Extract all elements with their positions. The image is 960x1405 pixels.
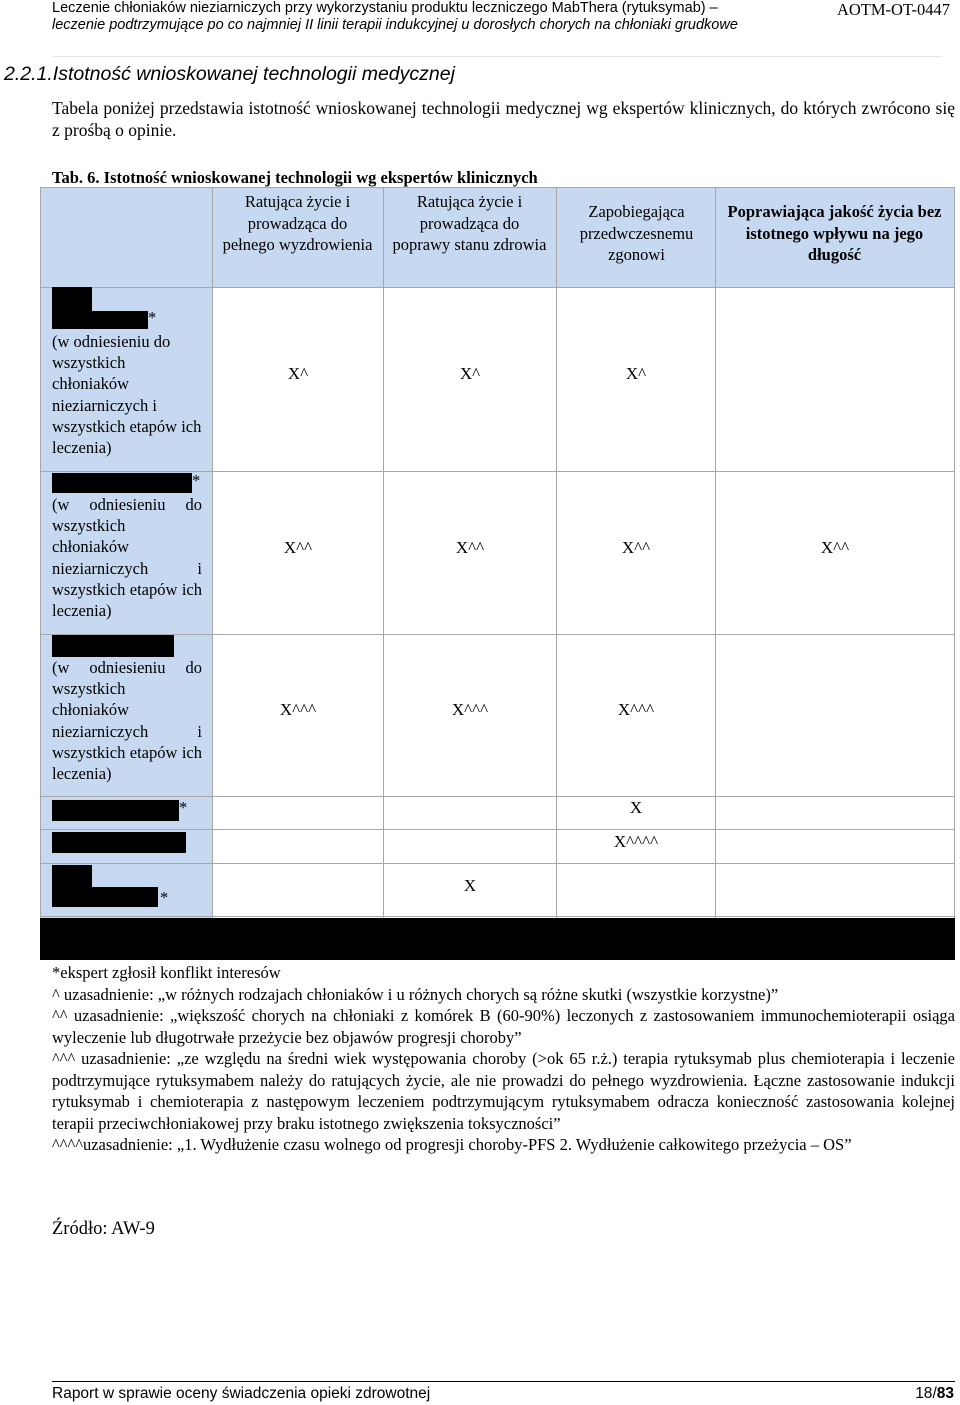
intro-paragraph: Tabela poniżej przedstawia istotność wnioskowanej technologii medycznej wg ekspertów klinicznych, do których zwrócono się z prośbą o opinie. xyxy=(52,98,955,140)
column-divider xyxy=(715,187,716,960)
row-divider xyxy=(40,634,955,635)
mark-cell: X^ xyxy=(459,364,481,383)
column-divider xyxy=(212,187,213,960)
total-pages: 83 xyxy=(936,1385,954,1402)
mark-cell: X^^^ xyxy=(451,700,489,719)
mark-cell: X^^ xyxy=(283,538,313,557)
header-title-line-2: leczenie podtrzymujące po co najmniej II linii terapii indukcyjnej u dorosłych chorych na chłoniaki grudkowe xyxy=(52,17,738,33)
mark-cell: X^^ xyxy=(820,538,850,557)
column-divider xyxy=(556,187,557,960)
header-life-saving-improvement: Ratująca życie i prowadząca do poprawy stanu zdrowia xyxy=(392,192,547,254)
header-title-line-1: Leczenie chłoniaków nieziarniczych przy wykorzystaniu produktu leczniczego MabThera (rytuksymab) – xyxy=(52,0,718,16)
row-note: (w odniesieniu do wszystkich chłoniaków nieziarniczych i wszystkich etapów ich leczenia) xyxy=(52,658,202,784)
header-quality-of-life: Poprawiająca jakość życia bez istotnego wpływu na jego długość xyxy=(727,202,942,264)
page-number xyxy=(915,1385,954,1403)
conflict-asterisk: * xyxy=(160,888,169,907)
row-divider xyxy=(40,863,955,864)
row-divider xyxy=(40,916,955,917)
row-divider xyxy=(40,471,955,472)
row-note: (w odniesieniu do wszystkich chłoniaków nieziarniczych i wszystkich etapów ich leczenia) xyxy=(52,332,202,458)
mark-cell: X xyxy=(629,798,643,817)
mark-cell: X^^^ xyxy=(279,700,317,719)
footnote: ^ uzasadnienie: „w różnych rodzajach chłoniaków i u różnych chorych są różne skutki (wszystkie korzystne)” xyxy=(52,984,779,1004)
importance-table xyxy=(40,187,955,960)
header-divider xyxy=(52,56,942,57)
footer-divider xyxy=(52,1381,955,1382)
row-divider xyxy=(40,829,955,830)
redacted-block xyxy=(52,865,92,887)
section-title: 2.2.1.Istotność wnioskowanej technologii medycznej xyxy=(4,63,455,85)
row-divider xyxy=(40,287,955,288)
table-footnotes xyxy=(52,962,955,1156)
footnote: ^^^ uzasadnienie: „ze względu na średni wiek występowania choroby (>ok 65 r.ż.) terapia rytuksymab plus chemioterapia i leczenie podtrzymujące rytuksymabem należy do ratujących życie, ale nie prowadzi do pełnego wyzdrowienia. Łączne zastosowanie indukcji rytuksymab i chemioterapia z następowym leczeniem podtrzymującym rytuksymabem odracza konieczność zastosowania kolejnej terapii przeciwchłoniakowej przy braku istotnego zwiększenia toksyczności” xyxy=(52,1049,955,1133)
redacted-block xyxy=(52,473,192,493)
redacted-block xyxy=(52,800,179,821)
table-caption: Tab. 6. Istotność wnioskowanej technologii wg ekspertów klinicznych xyxy=(52,168,538,187)
redacted-block xyxy=(52,311,148,329)
footnote: *ekspert zgłosił konflikt interesów xyxy=(52,963,281,982)
conflict-asterisk: * xyxy=(192,471,201,490)
table-border-right xyxy=(954,187,955,960)
conflict-asterisk: * xyxy=(179,798,188,817)
conflict-asterisk: * xyxy=(148,308,157,327)
mark-cell: X^ xyxy=(625,364,647,383)
document-code: AOTM-OT-0447 xyxy=(836,0,950,19)
source-note: Źródło: AW-9 xyxy=(52,1219,155,1239)
page-separator: / xyxy=(932,1385,937,1402)
row-divider xyxy=(40,796,955,797)
header-prevent-premature-death: Zapobiegająca przedwczesnemu zgonowi xyxy=(579,202,694,264)
redacted-block xyxy=(52,887,158,907)
mark-cell: X^ xyxy=(287,364,309,383)
mark-cell: X^^^ xyxy=(617,700,655,719)
mark-cell: X^^^^ xyxy=(613,832,659,851)
row-note: (w odniesieniu do wszystkich chłoniaków nieziarniczych i wszystkich etapów ich leczenia) xyxy=(52,495,202,621)
row-divider xyxy=(40,187,955,188)
redacted-row xyxy=(40,918,955,960)
redacted-block xyxy=(52,832,186,853)
header-life-saving-full-recovery: Ratująca życie i prowadząca do pełnego wyzdrowienia xyxy=(222,192,373,254)
footnote: ^^ uzasadnienie: „większość chorych na chłoniaki z komórek B (60-90%) leczonych z zastosowaniem immunochemioterapii osiąga wyleczenie lub długotrwałe przeżycie bez objawów progresji choroby” xyxy=(52,1006,955,1047)
table-border-left xyxy=(40,187,41,960)
mark-cell: X^^ xyxy=(455,538,485,557)
page-header xyxy=(0,0,960,60)
footer-title: Raport w sprawie oceny świadczenia opieki zdrowotnej xyxy=(52,1385,431,1402)
column-divider xyxy=(383,187,384,960)
redacted-block xyxy=(52,287,92,311)
footnote: ^^^^uzasadnienie: „1. Wydłużenie czasu wolnego od progresji choroby-PFS 2. Wydłużenie całkowitego przeżycia – OS” xyxy=(52,1135,852,1154)
redacted-block xyxy=(52,635,174,657)
current-page: 18 xyxy=(915,1385,933,1402)
mark-cell: X^^ xyxy=(621,538,651,557)
mark-cell: X xyxy=(463,876,477,895)
